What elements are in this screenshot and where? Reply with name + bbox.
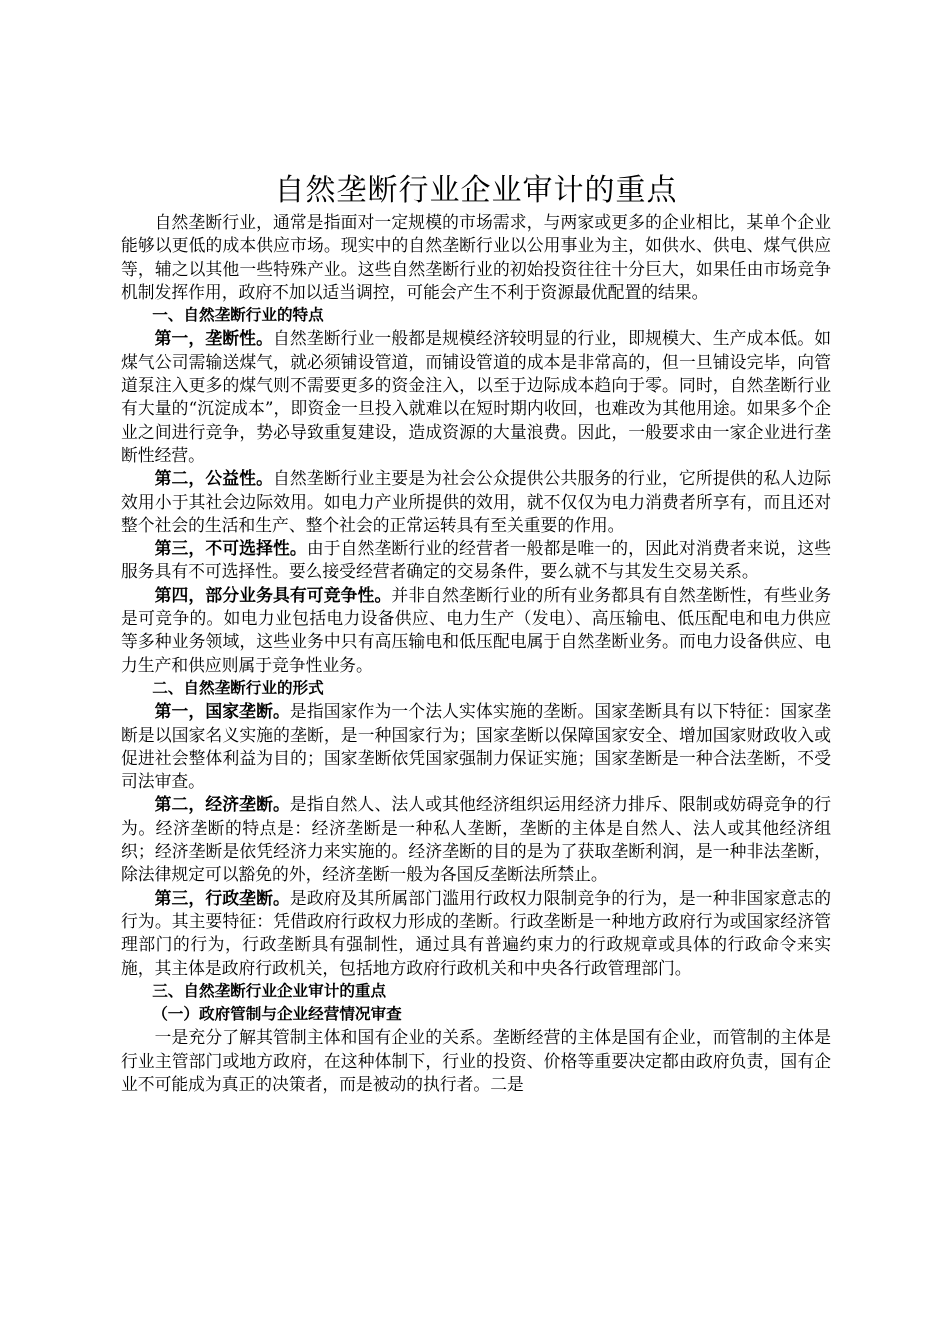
section2-item-2: [121, 793, 831, 886]
item-text: 是指国家作为一个法人实体实施的垄断。国家垄断具有以下特征：国家垄断是以国家名义实施的垄断，是一种国家行为；国家垄断以保障国家安全、增加国家财政收入或促进社会整体利益为目的；国家垄断依凭国家强制力保证实施；国家垄断是一种合法垄断，不受司法审查。: [121, 701, 831, 792]
item-lead: 第四，部分业务具有可竞争性。: [154, 584, 392, 605]
item-lead: 第一，垄断性。: [154, 328, 273, 349]
item-lead: 第二，公益性。: [154, 468, 273, 489]
section1-item-4: [121, 584, 831, 677]
section3-paragraph: 一是充分了解其管制主体和国有企业的关系。垄断经营的主体是国有企业，而管制的主体是行业主管部门或地方政府，在这种体制下，行业的投资、价格等重要决定都由政府负责，国有企业不可能成为真正的决策者，而是被动的执行者。二是: [121, 1027, 831, 1094]
document-title: 自然垄断行业企业审计的重点: [274, 173, 678, 208]
item-lead: 第三，不可选择性。: [154, 538, 307, 559]
item-text: 由于自然垄断行业的经营者一般都是唯一的，因此对消费者来说，这些服务具有不可选择性。要么接受经营者确定的交易条件，要么就不与其发生交易关系。: [121, 538, 831, 582]
section1-item-3: [121, 537, 831, 584]
section-heading-3: 三、自然垄断行业企业审计的重点: [152, 981, 387, 1000]
item-text: 自然垄断行业主要是为社会公众提供公共服务的行业，它所提供的私人边际效用小于其社会边际效用。如电力产业所提供的效用，就不仅仅为电力消费者所享有，而且还对整个社会的生活和生产、整个社会的正常运转具有至关重要的作用。: [121, 468, 831, 535]
item-lead: 第三，行政垄断。: [154, 887, 290, 908]
section-subheading-3-1: （一）政府管制与企业经营情况审查: [152, 1005, 402, 1024]
section1-item-1: [121, 327, 831, 467]
document-body: [121, 171, 831, 1096]
item-text: 是指自然人、法人或其他经济组织运用经济力排斥、限制或妨碍竞争的行为。经济垄断的特点是：经济垄断是一种私人垄断，垄断的主体是自然人、法人或其他经济组织；经济垄断是依凭经济力来实施的。经济垄断的目的是为了获取垄断利润，是一种非法垄断，除法律规定可以豁免的外，经济垄断一般为各国反垄断法所禁止。: [121, 794, 831, 885]
section2-item-1: [121, 700, 831, 793]
intro-paragraph: 自然垄断行业，通常是指面对一定规模的市场需求，与两家或更多的企业相比，某单个企业能够以更低的成本供应市场。现实中的自然垄断行业以公用事业为主，如供水、供电、煤气供应等，辅之以其他一些特殊产业。这些自然垄断行业的初始投资往往十分巨大，如果任由市场竞争机制发挥作用，政府不加以适当调控，可能会产生不利于资源最优配置的结果。: [121, 212, 831, 302]
item-text: 是政府及其所属部门滥用行政权力限制竞争的行为，是一种非国家意志的行为。其主要特征：凭借政府行政权力形成的垄断。行政垄断是一种地方政府行为或国家经济管理部门的行为，行政垄断具有强制性，通过具有普遍约束力的行政规章或具体的行政命令来实施，其主体是政府行政机关，包括地方政府行政机关和中央各行政管理部门。: [121, 887, 831, 978]
section-heading-2: 二、自然垄断行业的形式: [152, 678, 324, 697]
item-text: 并非自然垄断行业的所有业务都具有自然垄断性，有些业务是可竞争的。如电力业包括电力设备供应、电力生产（发电）、高压输电、低压配电和电力供应等多种业务领域，这些业务中只有高压输电和低压配电属于自然垄断业务。而电力设备供应、电力生产和供应则属于竞争性业务。: [121, 584, 831, 675]
item-lead: 第二，经济垄断。: [154, 794, 290, 815]
item-text: 自然垄断行业一般都是规模经济较明显的行业，即规模大、生产成本低。如煤气公司需输送煤气，就必须铺设管道，而铺设管道的成本是非常高的，但一旦铺设完毕，向管道泵注入更多的煤气则不需要更多的资金注入，以至于边际成本趋向于零。同时，自然垄断行业有大量的“沉淀成本”，即资金一旦投入就难以在短时期内收回，也难改为其他用途。如果多个企业之间进行竞争，势必导致重复建设，造成资源的大量浪费。因此，一般要求由一家企业进行垄断性经营。: [121, 328, 831, 465]
item-lead: 第一，国家垄断。: [154, 701, 290, 722]
section2-item-3: [121, 887, 831, 980]
section1-item-2: [121, 467, 831, 537]
section-heading-1: 一、自然垄断行业的特点: [152, 306, 324, 325]
